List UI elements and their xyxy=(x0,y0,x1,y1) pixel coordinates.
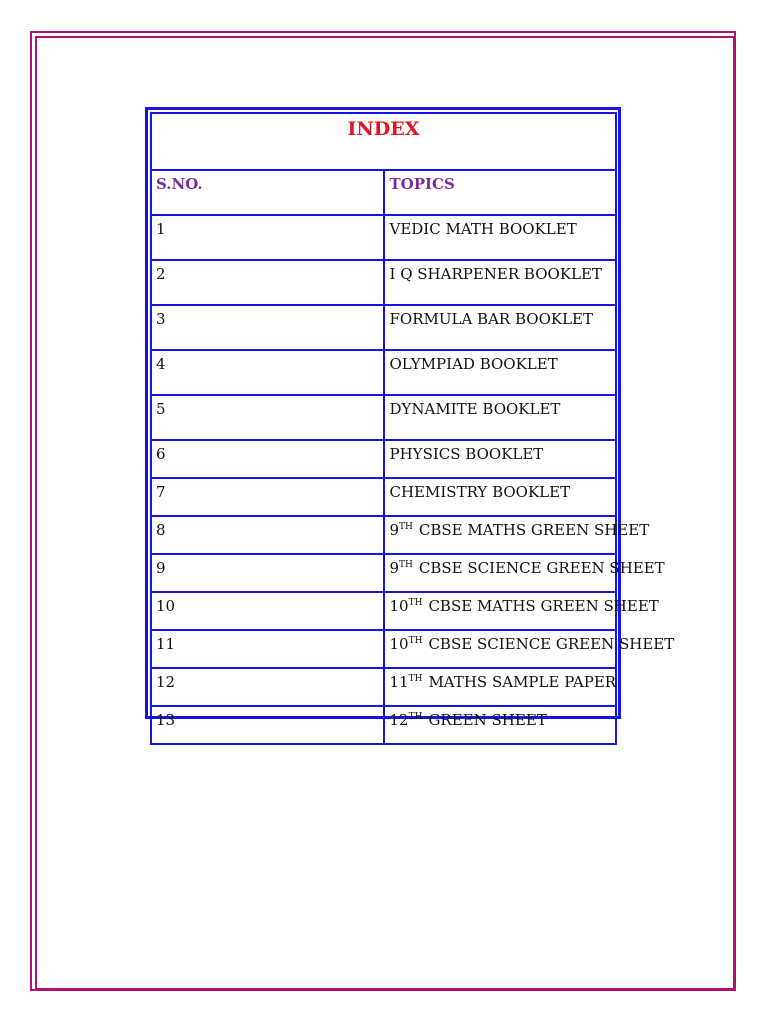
row-topic xyxy=(384,630,675,668)
row-grade: 12 xyxy=(389,711,409,729)
row-sno: 1 xyxy=(151,215,384,260)
row-topic xyxy=(384,706,617,744)
row-topic xyxy=(384,516,650,554)
index-table xyxy=(150,112,675,745)
table-row xyxy=(151,215,616,260)
title-cell xyxy=(151,113,616,170)
row-grade: 9 xyxy=(389,521,400,539)
table-row xyxy=(151,554,616,592)
row-sno: 7 xyxy=(151,478,384,516)
row-topic xyxy=(384,592,659,630)
row-topic-text: CBSE MATHS GREEN SHEET xyxy=(418,521,650,539)
title-row xyxy=(151,113,616,170)
row-sno: 12 xyxy=(151,668,384,706)
row-grade-suffix: TH xyxy=(408,712,423,722)
table-row xyxy=(151,668,616,706)
row-sno: 8 xyxy=(151,516,384,554)
table-row xyxy=(151,592,616,630)
row-sno: 9 xyxy=(151,554,384,592)
row-grade-suffix: TH xyxy=(408,598,423,608)
row-topic: PHYSICS BOOKLET xyxy=(384,440,617,478)
row-sno: 5 xyxy=(151,395,384,440)
row-topic: OLYMPIAD BOOKLET xyxy=(384,350,617,395)
row-topic: CHEMISTRY BOOKLET xyxy=(384,478,617,516)
table-row xyxy=(151,706,616,744)
row-grade-suffix: TH xyxy=(399,560,413,570)
table-row xyxy=(151,260,616,305)
header-topics: TOPICS xyxy=(384,170,617,215)
row-grade: 11 xyxy=(389,673,409,691)
row-grade: 10 xyxy=(389,635,409,653)
table-row xyxy=(151,478,616,516)
row-grade-suffix: TH xyxy=(408,636,423,646)
row-sno: 4 xyxy=(151,350,384,395)
header-sno: S.NO. xyxy=(151,170,384,215)
row-topic-text: CBSE SCIENCE GREEN SHEET xyxy=(418,559,665,577)
row-topic-text: GREEN SHEET xyxy=(428,711,547,729)
row-topic: FORMULA BAR BOOKLET xyxy=(384,305,617,350)
row-topic-text: CBSE MATHS GREEN SHEET xyxy=(428,597,659,615)
row-sno: 3 xyxy=(151,305,384,350)
row-topic: DYNAMITE BOOKLET xyxy=(384,395,617,440)
row-grade: 9 xyxy=(389,559,400,577)
index-title: INDEX xyxy=(347,118,420,140)
row-topic: VEDIC MATH BOOKLET xyxy=(384,215,617,260)
row-grade-suffix: TH xyxy=(399,522,413,532)
table-row xyxy=(151,305,616,350)
table-row xyxy=(151,395,616,440)
table-row xyxy=(151,440,616,478)
table-row xyxy=(151,350,616,395)
header-row xyxy=(151,170,616,215)
row-topic xyxy=(384,668,617,706)
row-sno: 2 xyxy=(151,260,384,305)
table-row xyxy=(151,630,616,668)
row-topic: I Q SHARPENER BOOKLET xyxy=(384,260,617,305)
row-topic-text: CBSE SCIENCE GREEN SHEET xyxy=(428,635,675,653)
row-sno: 10 xyxy=(151,592,384,630)
row-grade: 10 xyxy=(389,597,409,615)
row-sno: 11 xyxy=(151,630,384,668)
row-grade-suffix: TH xyxy=(408,674,423,684)
row-sno: 13 xyxy=(151,706,384,744)
row-topic xyxy=(384,554,665,592)
row-topic-text: MATHS SAMPLE PAPER xyxy=(428,673,617,691)
table-row xyxy=(151,516,616,554)
row-sno: 6 xyxy=(151,440,384,478)
